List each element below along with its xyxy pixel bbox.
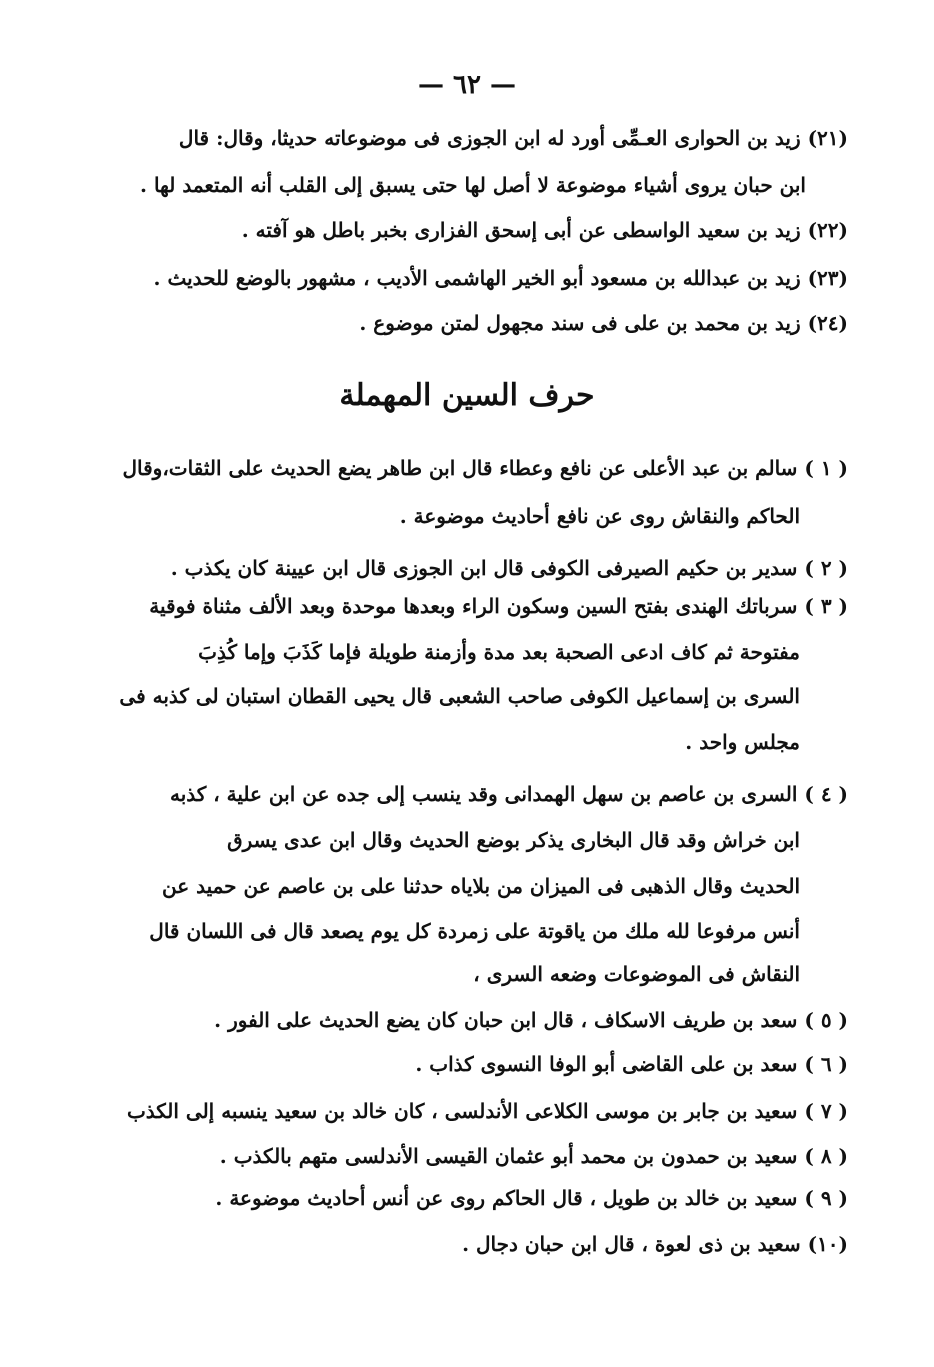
entry-line: ابن خراش وقد قال البخارى يذكر بوضع الحديث وقال ابن عدى يسرق bbox=[227, 828, 800, 852]
entry-line: أنس مرفوعا لله ملك من ياقوتة على زمردة كل يوم يصعد قال فى اللسان قال bbox=[149, 919, 800, 943]
entry-line: ( ٢ ) سدير بن حكيم الصيرفى الكوفى قال ابن الجوزى قال ابن عيينة كان يكذب . bbox=[170, 556, 848, 580]
entry-line: ( ٣ ) سرباتك الهندى بفتح السين وسكون الراء وبعدها موحدة وبعد الألف مثناة فوقية bbox=[149, 594, 848, 618]
entry-line: ابن حبان يروى أشياء موضوعة لا أصل لها حتى يسبق إلى القلب أنه المتعمد لها . bbox=[140, 173, 806, 197]
entry-line: مجلس واحد . bbox=[685, 730, 800, 754]
entry-line: (٢٤) زيد بن محمد بن على فى سند مجهول لمتن موضوع . bbox=[359, 311, 848, 335]
entry-line: (٢٣) زيد بن عبدالله بن مسعود أبو الخير الهاشمى الأديب ، مشهور بالوضع للحديث . bbox=[153, 266, 848, 290]
entry-line: ( ٥ ) سعد بن طريف الاسكاف ، قال ابن حبان كان يضع الحديث على الفور . bbox=[214, 1008, 848, 1032]
entry-line: ( ٩ ) سعيد بن خالد بن طويل ، قال الحاكم روى عن أنس أحاديث موضوعة . bbox=[215, 1186, 848, 1210]
entry-line: ( ١ ) سالم بن عبد الأعلى عن نافع وعطاء قال ابن طاهر يضع الحديث على الثقات،وقال bbox=[122, 456, 848, 480]
entry-line: السرى بن إسماعيل الكوفى صاحب الشعبى قال يحيى القطان استبان لى كذبه فى bbox=[119, 684, 800, 708]
entry-line: الحاكم والنقاش روى عن نافع أحاديث موضوعة . bbox=[399, 504, 800, 528]
entries-zayd bbox=[88, 128, 848, 358]
entry-line: مفتوحة ثم كاف ادعى الصحبة بعد مدة وأزمنة طويلة فإما كَذَبَ وإما كُذِبَ bbox=[198, 640, 800, 664]
entry-line: ( ٦ ) سعد بن على القاضى أبو الوفا النسوى كذاب . bbox=[415, 1052, 848, 1076]
entry-line: ( ٧ ) سعيد بن جابر بن موسى الكلاعى الأندلسى ، كان خالد بن سعيد ينسبه إلى الكذب bbox=[126, 1099, 848, 1123]
entries-sin bbox=[88, 458, 848, 1278]
entry-line: ( ٨ ) سعيد بن حمدون بن محمد أبو عثمان القيسى الأندلسى متهم بالكذب . bbox=[219, 1144, 848, 1168]
page-number: — ٦٢ — bbox=[417, 70, 517, 100]
section-heading: حرف السين المهملة bbox=[339, 378, 595, 413]
entry-line: النقاش فى الموضوعات وضعه السرى ، bbox=[473, 962, 800, 986]
entry-line: (٢١) زيد بن الحوارى العـمِّى أورد له ابن الجوزى فى موضوعاته حديثا، وقال: قال bbox=[178, 126, 848, 150]
entry-line: (٢٢) زيد بن سعيد الواسطى عن أبى إسحق الفزارى بخبر باطل هو آفته . bbox=[241, 218, 848, 242]
entry-line: (١٠) سعيد بن ذى لعوة ، قال ابن حبان دجال . bbox=[462, 1232, 848, 1256]
entry-line: ( ٤ ) السرى بن عاصم بن سهل الهمدانى وقد ينسب إلى جده عن ابن علية ، كذبه bbox=[169, 782, 848, 806]
entry-line: الحديث وقال الذهبى فى الميزان من بلاياه حدثنا على بن عاصم عن حميد عن bbox=[161, 874, 800, 898]
